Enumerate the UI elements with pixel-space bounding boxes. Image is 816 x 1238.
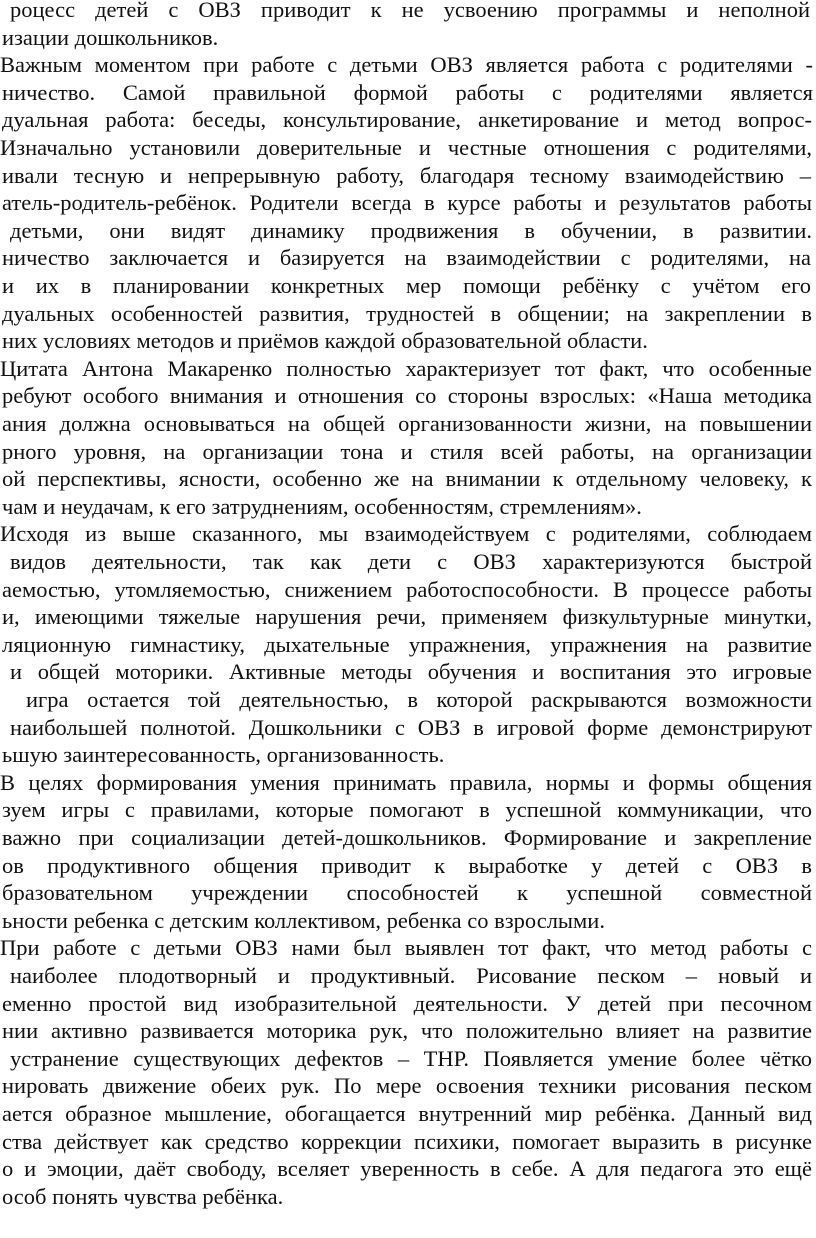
text-line: ается образное мышление, обогащается внутренний мир ребёнка. Данный вид [2,1101,812,1126]
text-line: ьшую заинтересованность, организованность. [2,742,445,768]
text-line: дуальных особенностей развития, трудностей в общении; на закреплении в [2,300,812,326]
text-line: устранение существующих дефектов – ТНР. Появляется умение более чётко [10,1045,812,1071]
text-line: В целях формирования умения принимать правила, нормы и формы общения [0,769,812,795]
text-line: ой перспективы, ясности, особенно же на внимании к отдельному человеку, к [2,466,812,492]
text-line: них условиях методов и приёмов каждой образовательной области. [2,328,648,354]
text-line: роцесс детей с ОВЗ приводит к не усвоению программы и неполной [10,0,810,22]
text-line: ляционную гимнастику, дыхательные упражнения, упражнения на развитие [2,631,812,657]
text-line: наибольшей полнотой. Дошкольники с ОВЗ в игровой форме демонстрируют [10,714,812,740]
text-line: ивали тесную и непрерывную работу, благодаря тесному взаимодействию – [2,162,811,188]
text-line: ов продуктивного общения приводит к выработке у детей с ОВЗ в [2,852,812,878]
text-line: изации дошкольников. [2,24,219,50]
text-line: зуем игры с правилами, которые помогают в успешной коммуникации, что [2,797,812,823]
text-line: аемостью, утомляемостью, снижением работоспособности. В процессе работы [2,576,812,602]
text-line: и, имеющими тяжелые нарушения речи, применяем физкультурные минутки, [2,604,812,630]
text-line: наиболее плодотворный и продуктивный. Рисование песком – новый и [10,963,812,988]
text-line: ничество заключается и базируется на взаимодействии с родителями, на [2,245,811,271]
text-line: ства действует как средство коррекции психики, помогает выразить в рисунке [2,1128,812,1154]
text-line: ребуют особого внимания и отношения со стороны взрослых: «Наша методика [2,383,812,409]
text-line: ничество. Самой правильной формой работы с родителями является [2,79,813,105]
text-line: важно при социализации детей-дошкольников. Формирование и закрепление [2,825,812,850]
text-line: и общей моторики. Активные методы обучения и воспитания это игровые [10,659,812,685]
text-line: Изначально установили доверительные и честные отношения с родителями, [0,135,812,160]
text-line: видов деятельности, так как дети с ОВЗ характеризуются быстрой [10,549,812,574]
text-line: и их в планировании конкретных мер помощи ребёнку с учётом его [2,273,811,298]
text-line: Цитата Антона Макаренко полностью характеризует тот факт, что особенные [0,355,812,381]
text-line: Исходя из выше сказанного, мы взаимодействуем с родителями, соблюдаем [0,521,812,547]
text-line: Важным моментом при работе с детьми ОВЗ является работа с родителями - [0,52,813,78]
text-line: ьности ребенка с детским коллективом, ребенка со взрослыми. [2,907,605,933]
text-line: нировать движение обеих рук. По мере освоения техники рисования песком [2,1073,812,1099]
text-line: чам и неудачам, к его затруднениям, особенностям, стремлениям». [2,493,642,519]
text-line: бразовательном учреждении способностей к успешной совместной [2,880,812,906]
text-line: детьми, они видят динамику продвижения в обучении, в развитии. [10,217,812,243]
text-line: особ понять чувства ребёнка. [2,1183,284,1209]
text-line: атель-родитель-ребёнок. Родители всегда в курсе работы и результатов работы [2,190,812,216]
text-line: При работе с детьми ОВЗ нами был выявлен тот факт, что метод работы с [0,935,812,961]
text-line: ания должна основываться на общей организованности жизни, на повышении [2,411,812,436]
text-line: еменно простой вид изобразительной деятельности. У детей при песочном [2,990,812,1016]
text-line: нии активно развивается моторика рук, что положительно влияет на развитие [2,1018,812,1044]
text-line: дуальная работа: беседы, консультирование, анкетирование и метод вопрос- [2,107,812,133]
text-line: о и эмоции, даёт свободу, вселяет уверенность в себе. А для педагога это ещё [2,1156,812,1182]
text-line: игра остается той деятельностью, в которой раскрываются возможности [26,687,812,712]
text-line: рного уровня, на организации тона и стиля всей работы, на организации [2,438,812,464]
